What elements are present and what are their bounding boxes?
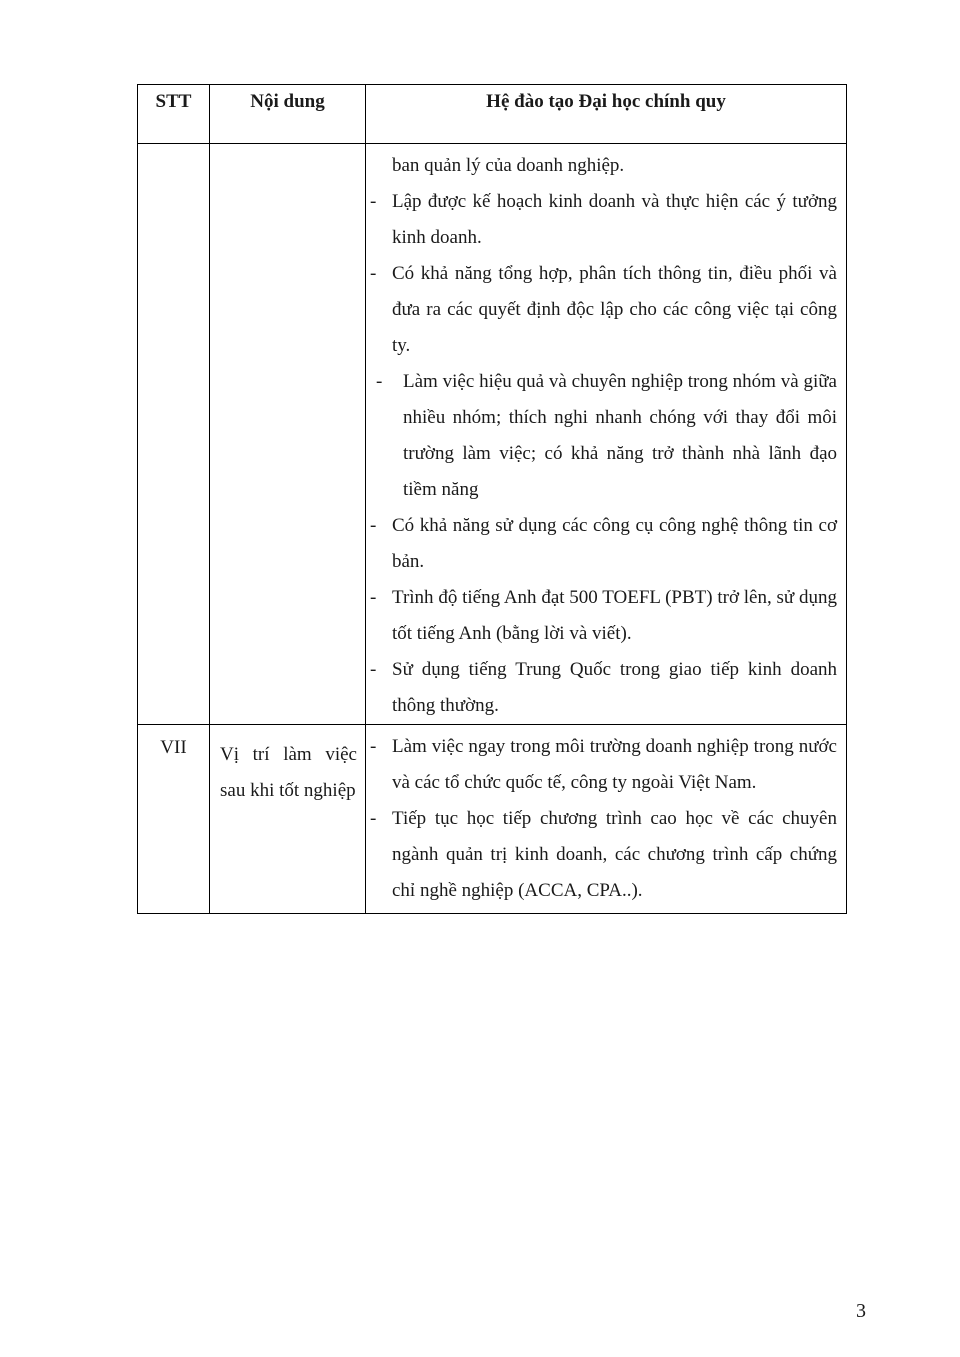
header-stt: STT: [138, 85, 210, 144]
row2-description: [366, 725, 847, 914]
list-item-text: Tiếp tục học tiếp chương trình cao học về các chuyên ngành quản trị kinh doanh, các chương trình cấp chứng chỉ nghề nghiệp (ACCA, CPA..).: [392, 808, 837, 901]
list-item-text: Sử dụng tiếng Trung Quốc trong giao tiếp kinh doanh thông thường.: [392, 659, 837, 716]
dash-bullet: -: [370, 659, 377, 680]
list-item-text: Lập được kế hoạch kinh doanh và thực hiện các ý tưởng kinh doanh.: [392, 191, 837, 248]
list-item: [366, 364, 846, 508]
row2-stt: VII: [138, 725, 210, 914]
list-item-text: Làm việc ngay trong môi trường doanh nghiệp trong nước và các tổ chức quốc tế, công ty ngoài Việt Nam.: [392, 736, 837, 793]
list-item: [366, 729, 846, 801]
list-item-text: Làm việc hiệu quả và chuyên nghiệp trong nhóm và giữa nhiều nhóm; thích nghi nhanh chóng với thay đổi môi trường làm việc; có khả năng trở thành nhà lãnh đạo tiềm năng: [403, 371, 837, 500]
header-program: Hệ đào tạo Đại học chính quy: [366, 85, 847, 144]
list-item: [366, 652, 846, 724]
table-row: [138, 725, 847, 914]
list-item-text: Có khả năng tổng hợp, phân tích thông tin, điều phối và đưa ra các quyết định độc lập cho các công việc tại công ty.: [392, 263, 837, 356]
dash-bullet: -: [376, 371, 383, 392]
program-table: [137, 84, 847, 914]
row1-description: [366, 144, 847, 725]
table-row: [138, 144, 847, 725]
row1-stt: [138, 144, 210, 725]
list-item: [366, 508, 846, 580]
list-item-text: Có khả năng sử dụng các công cụ công nghệ thông tin cơ bản.: [392, 515, 837, 572]
dash-bullet: -: [370, 515, 377, 536]
row1-content: [210, 144, 366, 725]
table-header-row: [138, 85, 847, 144]
list-item-text: Trình độ tiếng Anh đạt 500 TOEFL (PBT) trở lên, sử dụng tốt tiếng Anh (bằng lời và viết).: [392, 587, 837, 644]
row2-content: Vị trí làm việc sau khi tốt nghiệp: [210, 725, 366, 914]
row1-continuation: ban quản lý của doanh nghiệp.: [392, 155, 625, 176]
header-content: Nội dung: [210, 85, 366, 144]
list-item: [366, 580, 846, 652]
dash-bullet: -: [370, 191, 377, 212]
list-item: [366, 256, 846, 364]
dash-bullet: -: [370, 263, 377, 284]
dash-bullet: -: [370, 736, 377, 757]
dash-bullet: -: [370, 587, 377, 608]
dash-bullet: -: [370, 808, 377, 829]
page-number: 3: [856, 1300, 866, 1322]
list-item: [366, 184, 846, 256]
list-item: [366, 801, 846, 909]
